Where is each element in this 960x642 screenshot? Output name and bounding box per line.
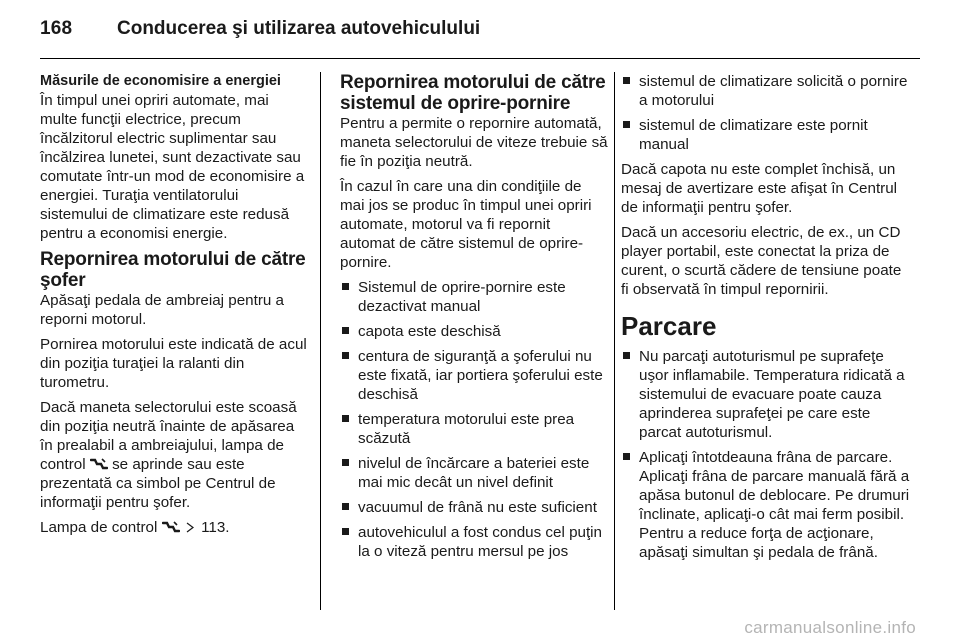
conditions-paragraph: În cazul în care una din condiţiile de mai jos se produc în timpul unei opriri automate, motorul va fi repornit automat de către sistemul de oprire-pornire. (340, 178, 592, 271)
bullet-square-icon (342, 352, 349, 359)
parking-list (621, 347, 911, 562)
column-1 (40, 72, 310, 543)
column-2 (340, 72, 608, 567)
energy-saving-paragraph: În timpul unei opriri automate, mai multe funcţii electrice, precum încălzitorul electric suplimentar sau încălzirea lunetei, sunt dezactivate sau comutate într-un mod de economisire a energiei. Turaţia ventilatorului sistemului de climatizare este redusă pentru a economisi energie. (40, 92, 305, 242)
neutral-paragraph: Pentru a permite o repornire automată, maneta selectorului de viteze trebuie să fie în poziţia neutră. (340, 115, 608, 170)
list-item: sistemul de climatizare este pornit manual (621, 116, 911, 154)
bullet-square-icon (623, 121, 630, 128)
bullet-square-icon (623, 453, 630, 460)
list-item: vacuumul de frână nu este suficient (340, 498, 608, 517)
energy-saving-subheading: Măsurile de economisire a energiei (40, 73, 281, 89)
hood-paragraph: Dacă capota nu este complet închisă, un mesaj de avertizare este afişat în Centrul de informaţii pentru şofer. (621, 161, 898, 216)
page-number: 168 (40, 18, 73, 39)
page-header (40, 18, 920, 48)
bullet-square-icon (342, 415, 349, 422)
clutch-paragraph: Apăsaţi pedala de ambreiaj pentru a reporni motorul. (40, 292, 285, 328)
stop-start-lamp-icon (90, 456, 108, 473)
lamp-reference-paragraph: Lampa de control 113. (40, 519, 230, 536)
column-divider-1 (320, 72, 321, 610)
list-item: sistemul de climatizare solicită o pornire a motorului (621, 72, 911, 110)
accessory-paragraph: Dacă un accesoriu electric, de ex., un CD player portabil, este conectat la priza de curent, o scurtă cădere de tensiune poate fi observată în timpul repornirii. (621, 224, 902, 298)
list-item: Nu parcaţi autoturismul pe suprafeţe uşor inflamabile. Temperatura ridicată a sistemului de evacuare poate cauza aprinderea suprafeţei pe care este parcat autoturismul. (621, 347, 911, 442)
selector-paragraph: Dacă maneta selectorului este scoasă din poziţia neutră înainte de apăsarea în prealabil a ambreiajului, lampa de control se aprinde sau este prezentată ca simbol pe Centrul de informaţii pentru şofer. (40, 399, 297, 511)
list-item: Sistemul de oprire-pornire este dezactivat manual (340, 278, 608, 316)
header-rule (40, 58, 920, 59)
bullet-square-icon (342, 528, 349, 535)
page-reference-icon (184, 519, 197, 536)
list-item: nivelul de încărcare a bateriei este mai mic decât un nivel definit (340, 454, 608, 492)
bullet-square-icon (342, 327, 349, 334)
page-reference-link[interactable]: 113. (201, 519, 230, 536)
list-item: centura de siguranţă a şoferului nu este fixată, iar portiera şoferului este deschisă (340, 347, 608, 404)
list-item: temperatura motorului este prea scăzută (340, 410, 608, 448)
restart-conditions-list (340, 278, 608, 561)
column-divider-2 (614, 72, 615, 610)
tachometer-paragraph: Pornirea motorului este indicată de acul din poziţia turaţiei la ralanti din turometru. (40, 336, 307, 391)
bullet-square-icon (342, 503, 349, 510)
stop-start-lamp-icon (162, 519, 180, 536)
bullet-square-icon (623, 77, 630, 84)
bullet-square-icon (342, 283, 349, 290)
parking-heading: Parcare (621, 311, 717, 341)
climate-conditions-list (621, 72, 911, 154)
driver-restart-heading: Repornirea motorului de către şofer (40, 249, 306, 291)
page-title: Conducerea şi utilizarea autovehiculului (117, 18, 481, 39)
list-item: autovehiculul a fost condus cel puţin la o viteză pentru mersul pe jos (340, 523, 608, 561)
system-restart-heading: Repornirea motorului de către sistemul de oprire-pornire (340, 72, 606, 114)
list-item: capota este deschisă (340, 322, 608, 341)
column-3 (621, 72, 911, 568)
list-item: Aplicaţi întotdeauna frâna de parcare. Aplicaţi frâna de parcare manuală fără a apăsa butonul de deblocare. Pe drumuri înclinate, aplicaţi-o cât mai ferm posibil. Pentru a reduce forţa de acţionare, apăsaţi simultan şi pedala de frână. (621, 448, 911, 562)
bullet-square-icon (623, 352, 630, 359)
bullet-square-icon (342, 459, 349, 466)
watermark: carmanualsonline.info (744, 618, 916, 637)
